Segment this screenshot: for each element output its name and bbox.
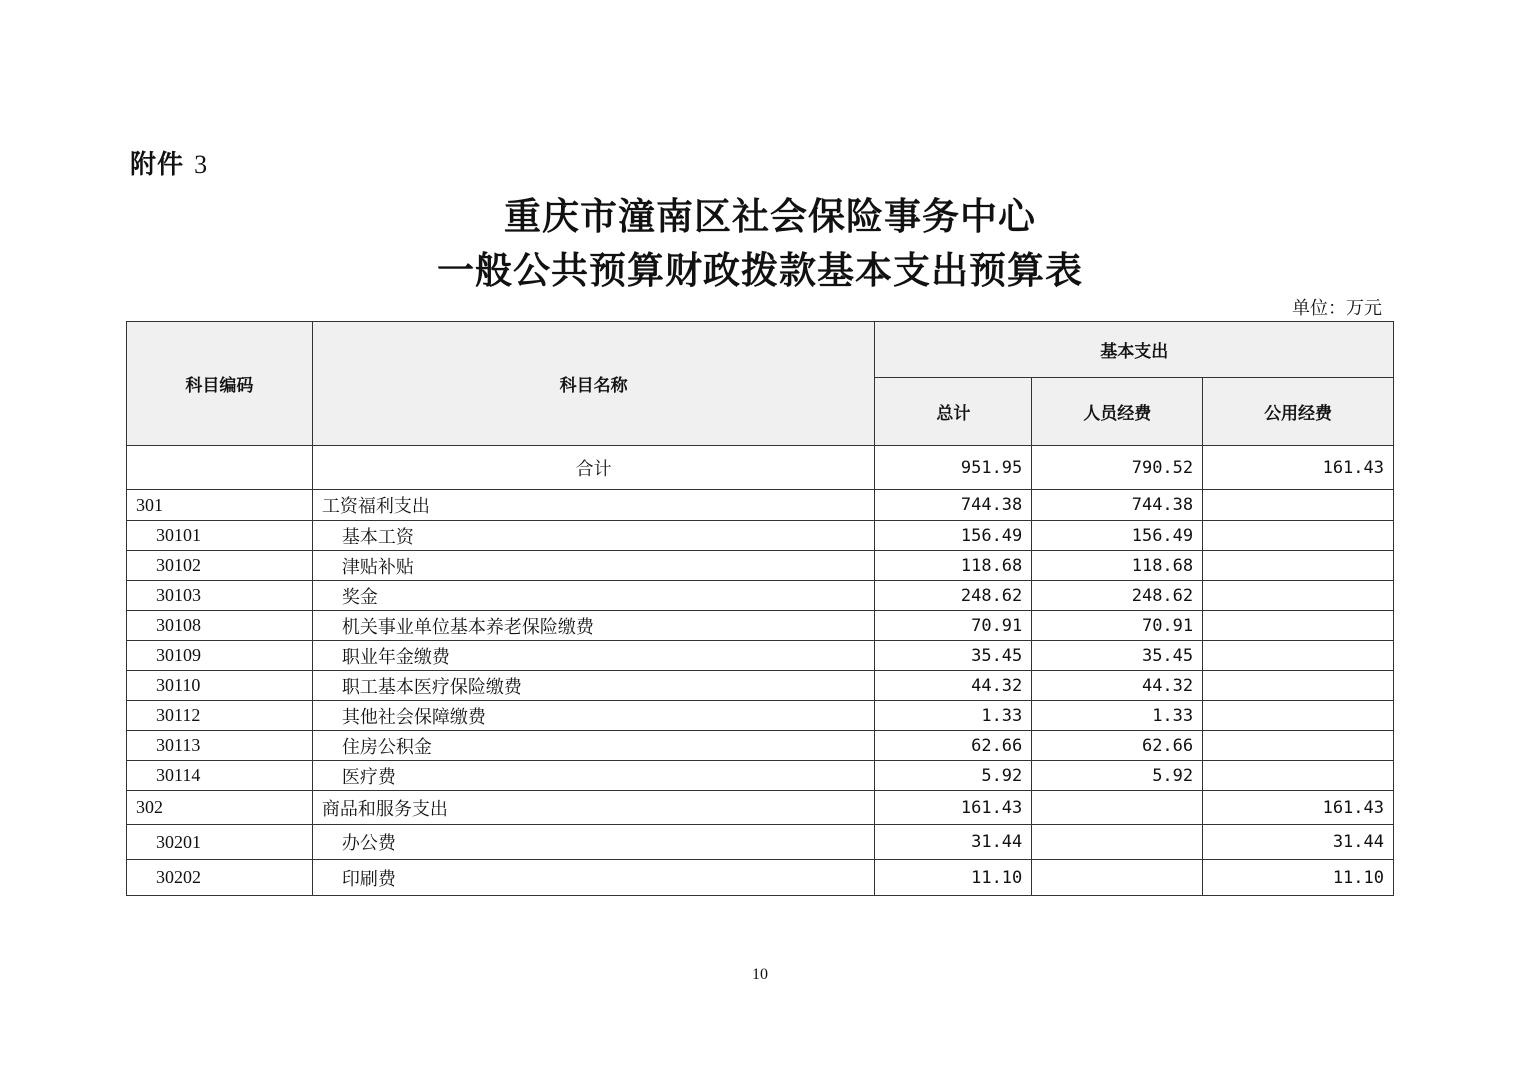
row-code: 30113 — [127, 731, 313, 761]
summary-code — [127, 446, 313, 490]
row-personnel: 44.32 — [1032, 671, 1203, 701]
row-name: 印刷费 — [312, 860, 875, 896]
summary-label: 合计 — [312, 446, 875, 490]
table-row — [127, 701, 1394, 731]
table-header — [127, 322, 1394, 446]
table-body — [127, 446, 1394, 896]
table-row — [127, 551, 1394, 581]
header-personnel: 人员经费 — [1032, 378, 1203, 446]
row-code: 30109 — [127, 641, 313, 671]
row-total: 31.44 — [875, 825, 1032, 860]
row-code: 30103 — [127, 581, 313, 611]
row-personnel — [1032, 825, 1203, 860]
row-name: 商品和服务支出 — [312, 791, 875, 825]
row-total: 156.49 — [875, 521, 1032, 551]
attachment-number: 3 — [194, 150, 209, 179]
row-personnel: 70.91 — [1032, 611, 1203, 641]
row-public — [1203, 521, 1394, 551]
row-personnel: 118.68 — [1032, 551, 1203, 581]
row-name: 津贴补贴 — [312, 551, 875, 581]
row-name: 奖金 — [312, 581, 875, 611]
attachment-text: 附件 — [130, 150, 185, 180]
header-code: 科目编码 — [127, 322, 313, 446]
row-public: 31.44 — [1203, 825, 1394, 860]
row-total: 161.43 — [875, 791, 1032, 825]
row-public — [1203, 490, 1394, 521]
table-row — [127, 825, 1394, 860]
table-row — [127, 521, 1394, 551]
table-row — [127, 611, 1394, 641]
row-code: 30114 — [127, 761, 313, 791]
row-personnel: 62.66 — [1032, 731, 1203, 761]
row-name: 机关事业单位基本养老保险缴费 — [312, 611, 875, 641]
row-personnel — [1032, 791, 1203, 825]
row-public: 161.43 — [1203, 791, 1394, 825]
row-public: 11.10 — [1203, 860, 1394, 896]
row-total: 248.62 — [875, 581, 1032, 611]
row-total: 5.92 — [875, 761, 1032, 791]
row-total: 744.38 — [875, 490, 1032, 521]
row-name: 医疗费 — [312, 761, 875, 791]
row-code: 30110 — [127, 671, 313, 701]
table-row — [127, 671, 1394, 701]
table-row — [127, 791, 1394, 825]
row-total: 11.10 — [875, 860, 1032, 896]
row-code: 30108 — [127, 611, 313, 641]
table-row — [127, 490, 1394, 521]
table-row — [127, 860, 1394, 896]
row-total: 35.45 — [875, 641, 1032, 671]
row-public — [1203, 761, 1394, 791]
row-personnel: 35.45 — [1032, 641, 1203, 671]
header-basic-expenditure: 基本支出 — [875, 322, 1394, 378]
row-total: 70.91 — [875, 611, 1032, 641]
summary-personnel: 790.52 — [1032, 446, 1203, 490]
row-personnel — [1032, 860, 1203, 896]
row-public — [1203, 671, 1394, 701]
row-total: 44.32 — [875, 671, 1032, 701]
header-name: 科目名称 — [312, 322, 875, 446]
page-number: 10 — [752, 966, 768, 983]
row-personnel: 5.92 — [1032, 761, 1203, 791]
row-personnel: 248.62 — [1032, 581, 1203, 611]
row-code: 30202 — [127, 860, 313, 896]
row-total: 62.66 — [875, 731, 1032, 761]
budget-table — [126, 321, 1394, 896]
row-name: 基本工资 — [312, 521, 875, 551]
row-total: 118.68 — [875, 551, 1032, 581]
summary-public: 161.43 — [1203, 446, 1394, 490]
row-public — [1203, 641, 1394, 671]
row-personnel: 1.33 — [1032, 701, 1203, 731]
table-row — [127, 761, 1394, 791]
table-row — [127, 731, 1394, 761]
summary-row — [127, 446, 1394, 490]
row-public — [1203, 731, 1394, 761]
row-personnel: 156.49 — [1032, 521, 1203, 551]
row-code: 30102 — [127, 551, 313, 581]
row-personnel: 744.38 — [1032, 490, 1203, 521]
row-public — [1203, 611, 1394, 641]
row-name: 其他社会保障缴费 — [312, 701, 875, 731]
row-name: 住房公积金 — [312, 731, 875, 761]
table-row — [127, 581, 1394, 611]
document-title-line1: 重庆市潼南区社会保险事务中心 — [504, 194, 1036, 238]
unit-label: 单位：万元 — [1292, 298, 1382, 319]
row-name: 职工基本医疗保险缴费 — [312, 671, 875, 701]
row-name: 职业年金缴费 — [312, 641, 875, 671]
table-row — [127, 641, 1394, 671]
row-name: 工资福利支出 — [312, 490, 875, 521]
document-title-line2: 一般公共预算财政拨款基本支出预算表 — [437, 248, 1083, 292]
row-public — [1203, 551, 1394, 581]
row-public — [1203, 701, 1394, 731]
row-code: 302 — [127, 791, 313, 825]
row-total: 1.33 — [875, 701, 1032, 731]
header-total: 总计 — [875, 378, 1032, 446]
row-public — [1203, 581, 1394, 611]
row-code: 30112 — [127, 701, 313, 731]
row-code: 30201 — [127, 825, 313, 860]
attachment-label — [130, 144, 208, 181]
header-public: 公用经费 — [1203, 378, 1394, 446]
row-name: 办公费 — [312, 825, 875, 860]
row-code: 301 — [127, 490, 313, 521]
summary-total: 951.95 — [875, 446, 1032, 490]
row-code: 30101 — [127, 521, 313, 551]
